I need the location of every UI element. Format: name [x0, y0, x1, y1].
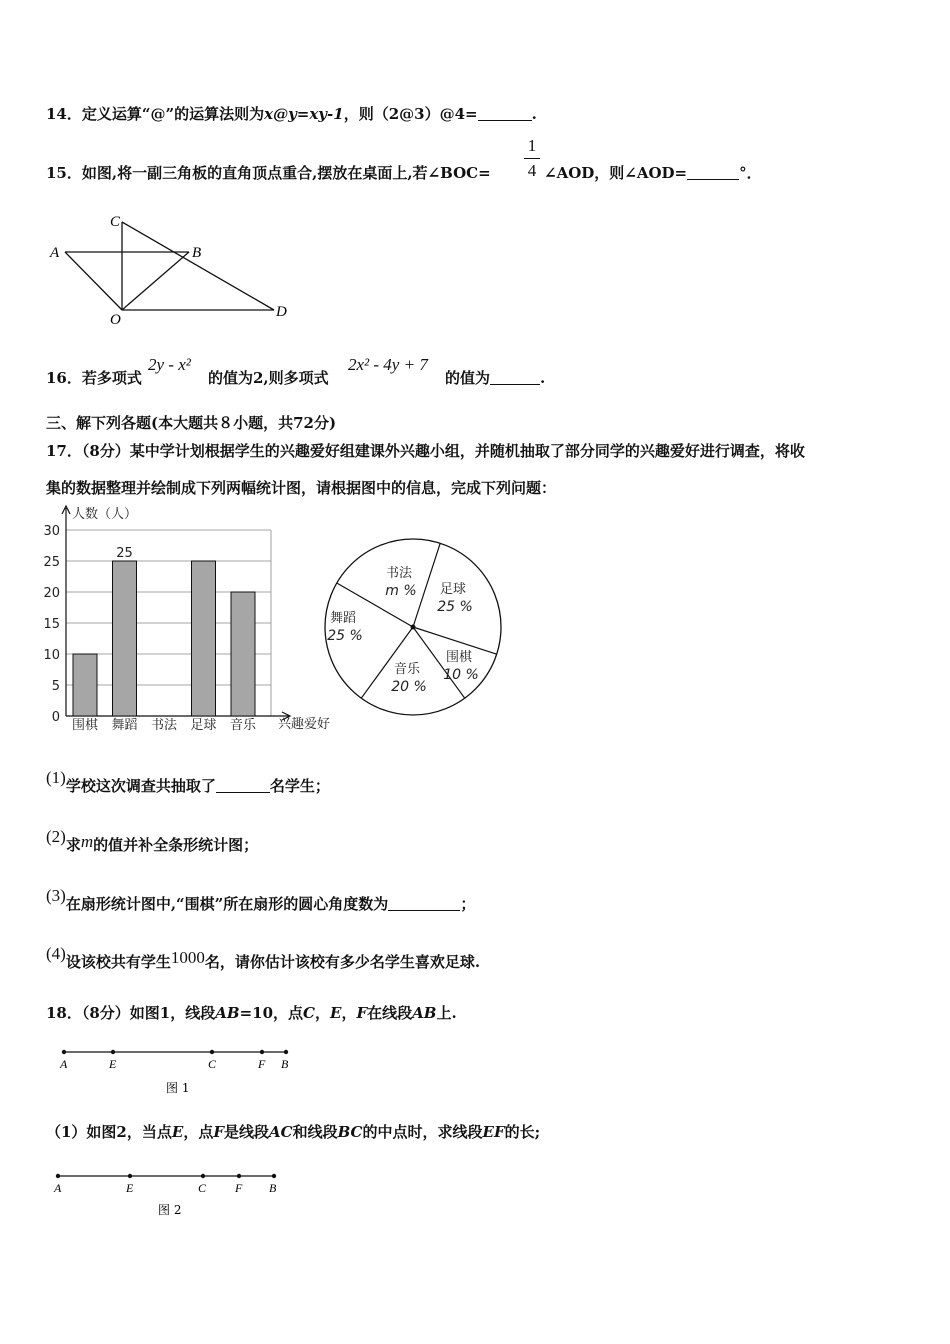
q16-answer-blank[interactable] [490, 370, 540, 385]
q18-text-3: 上. [436, 1004, 457, 1022]
y-tick-label: 0 [51, 710, 60, 725]
pie-slice-value: 20 % [391, 679, 427, 695]
question-14 [46, 103, 537, 124]
segment-BO [122, 252, 189, 310]
label-C: C [110, 214, 121, 230]
q14-text-1: 定义运算“@”的运算法则为 [81, 105, 265, 123]
q15-number: 15． [46, 164, 82, 182]
pie-slice-boundary [413, 543, 440, 627]
q15-fraction-numerator: 1 [527, 136, 537, 155]
q15-fraction [524, 136, 540, 181]
q14-answer-blank[interactable] [478, 106, 532, 121]
q18-sub1-bc: BC [337, 1123, 363, 1141]
segment-AO [65, 252, 122, 310]
q17-sub-4 [46, 944, 480, 972]
q17-sub1-text-a: 学校这次调查共抽取了 [65, 777, 216, 795]
q18-sub1-text-b: ，点 [183, 1123, 214, 1141]
q18-sub1-text-f: 的长; [504, 1123, 541, 1141]
q17-sub-2 [46, 827, 258, 855]
question-15 [46, 162, 491, 183]
x-axis-label: 兴趣爱好 [278, 717, 331, 732]
label-O: O [110, 312, 121, 328]
q17-sub3-text-a: 在扇形统计图中,“围棋”所在扇形的圆心角度数为 [65, 895, 389, 913]
q17-sub3-number: (3) [46, 886, 66, 905]
pie-slice-label: 围棋 [445, 650, 473, 665]
q18-sub1-f: F [213, 1123, 224, 1141]
q18-ab: AB [215, 1004, 240, 1022]
y-tick-label: 15 [43, 617, 60, 632]
q16-end: . [540, 369, 546, 387]
q15-text-2: ∠AOD，则∠AOD= [544, 164, 688, 182]
pie-slice-value: 25 % [327, 628, 363, 644]
fig2-label-A: A [54, 1181, 62, 1195]
fig2-label-C: C [198, 1181, 207, 1195]
q17-sub-3 [46, 886, 475, 914]
bar-舞蹈 [113, 561, 137, 716]
fig1-label-C: C [208, 1057, 217, 1071]
y-axis-label: 人数（人） [72, 507, 138, 522]
q16-poly-1: 2y - x² [148, 355, 191, 374]
q18-eq: =10，点 [239, 1004, 304, 1022]
pie-slice-value: m % [385, 583, 417, 599]
q18-comma-2: ， [341, 1004, 357, 1022]
y-tick-label: 20 [43, 586, 60, 601]
x-tick-label: 音乐 [229, 718, 257, 733]
bar-音乐 [231, 592, 255, 716]
q18-e: E [330, 1004, 342, 1022]
question-16 [46, 367, 142, 388]
section-3-title: 三、解下列各题(本大题共８小题，共72分) [46, 414, 337, 432]
q17-sub1-number: (1) [46, 768, 66, 787]
pie-slice-label: 音乐 [393, 662, 421, 677]
q18-comma-1: ， [314, 1004, 330, 1022]
q18-sub1-ef: EF [482, 1123, 505, 1141]
q18-sub1-text-d: 和线段 [292, 1123, 338, 1141]
y-tick-label: 10 [43, 648, 60, 663]
question-15-cont [544, 162, 762, 183]
fig1-label-B: B [281, 1057, 289, 1071]
q17-sub1-text-b: 名学生； [269, 777, 330, 795]
q14-text-2: ，则（2@3）@4= [343, 105, 478, 123]
q17-sub2-text-a: 求 [65, 836, 81, 854]
fig1-label-A: A [60, 1057, 68, 1071]
segment-CD [122, 222, 274, 310]
q15-end: °． [739, 164, 762, 182]
bar-chart [38, 500, 338, 738]
label-B: B [192, 245, 202, 261]
q18-text-1: 18．（8分）如图1，线段 [46, 1004, 216, 1022]
q18-sub-1 [46, 1121, 540, 1142]
fig1-caption: 图 1 [166, 1081, 190, 1095]
q18-ab-2: AB [412, 1004, 437, 1022]
x-tick-label: 书法 [150, 718, 178, 733]
pie-slice-label: 舞蹈 [329, 611, 357, 626]
pie-chart [318, 536, 508, 726]
x-tick-label: 围棋 [71, 718, 99, 733]
q15-figure [44, 212, 304, 332]
y-tick-label: 30 [43, 524, 60, 539]
q18-sub1-text-e: 的中点时，求线段 [362, 1123, 483, 1141]
q15-text-1: 如图,将一副三角板的直角顶点重合,摆放在桌面上,若∠BOC= [81, 164, 491, 182]
q17-sub2-text-b: 的值并补全条形统计图； [93, 836, 259, 854]
bar-围棋 [73, 654, 97, 716]
x-tick-label: 舞蹈 [111, 718, 138, 733]
bar-足球 [192, 561, 216, 716]
q18-sub1-text-a: （1）如图2，当点 [46, 1123, 172, 1141]
question-16-end [445, 367, 545, 388]
q17-line-1: 17．（8分）某中学计划根据学生的兴趣爱好组建课外兴趣小组，并随机抽取了部分同学的兴趣爱好进行调查，将收 [46, 442, 805, 460]
q15-answer-blank[interactable] [687, 165, 739, 180]
pie-slice-label: 书法 [385, 566, 413, 581]
q18-line-1 [46, 1002, 457, 1023]
fig2-caption: 图 2 [158, 1203, 182, 1217]
bar-data-label: 25 [116, 546, 133, 561]
pie-slice-label: 足球 [439, 582, 467, 597]
label-A: A [50, 245, 60, 261]
q16-poly-2: 2x² - 4y + 7 [348, 355, 428, 374]
q18-sub1-ac: AC [269, 1123, 293, 1141]
fig1-label-F: F [258, 1057, 266, 1071]
q17-sub4-number: (4) [46, 944, 66, 963]
q17-sub2-number: (2) [46, 827, 66, 846]
q18-text-2: 在线段 [367, 1004, 413, 1022]
q18-sub1-e: E [171, 1123, 184, 1141]
q17-sub-1 [46, 768, 330, 796]
q14-number: 14． [46, 105, 82, 123]
q17-sub3-blank[interactable] [388, 896, 460, 911]
q15-fraction-denominator: 4 [527, 161, 537, 180]
q16-text-2: 的值为2,则多项式 [208, 369, 329, 387]
q18-figure-1 [56, 1042, 306, 1102]
pie-center [411, 625, 416, 630]
q17-sub2-m: m [80, 832, 94, 851]
q18-sub1-text-c: 是线段 [223, 1123, 269, 1141]
q16-number: 16． [46, 369, 82, 387]
fig2-label-F: F [235, 1181, 243, 1195]
q17-sub4-n: 1000 [170, 948, 205, 967]
q17-line-2: 集的数据整理并绘制成下列两幅统计图，请根据图中的信息，完成下列问题： [46, 479, 557, 497]
q16-text-3: 的值为 [445, 369, 491, 387]
fig2-label-E: E [126, 1181, 134, 1195]
pie-slice-value: 10 % [443, 667, 479, 683]
q18-figure-2 [50, 1166, 300, 1226]
q14-formula: x@y=xy-1 [264, 105, 344, 123]
fig1-label-E: E [109, 1057, 117, 1071]
fig2-label-B: B [269, 1181, 277, 1195]
y-tick-label: 5 [51, 679, 60, 694]
q17-sub1-blank[interactable] [216, 778, 270, 793]
x-tick-label: 足球 [190, 718, 217, 733]
q18-f: F [356, 1004, 368, 1022]
q16-text-1: 若多项式 [81, 369, 142, 387]
label-D: D [276, 304, 287, 320]
q17-sub4-text-a: 设该校共有学生 [65, 953, 171, 971]
q17-sub4-text-b: 名，请你估计该校有多少名学生喜欢足球. [204, 953, 481, 971]
q17-sub3-text-b: ； [460, 895, 476, 913]
y-tick-label: 25 [43, 555, 60, 570]
q18-c: C [303, 1004, 315, 1022]
q14-end: . [531, 105, 537, 123]
pie-slice-value: 25 % [437, 599, 473, 615]
